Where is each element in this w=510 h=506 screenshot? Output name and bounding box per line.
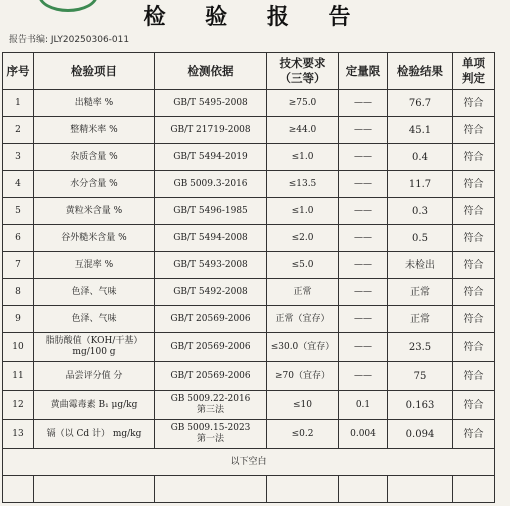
blank-note-row: [3, 449, 495, 476]
row-number: 6: [3, 225, 34, 252]
column-header: 技术要求 （三等）: [267, 53, 339, 90]
test-item: 黄曲霉毒素 B₁ μg/kg: [34, 391, 155, 420]
requirement: 正常（宜存）: [267, 306, 339, 333]
test-item: 黄粒米含量 %: [34, 198, 155, 225]
quantitation-limit: ——: [339, 90, 388, 117]
test-result: 0.094: [388, 420, 453, 449]
test-item: 互混率 %: [34, 252, 155, 279]
test-basis: GB/T 5496-1985: [155, 198, 267, 225]
row-number: 11: [3, 362, 34, 391]
row-number: 8: [3, 279, 34, 306]
test-basis: GB 5009.22-2016 第三法: [155, 391, 267, 420]
verdict: 符合: [453, 391, 495, 420]
test-item: 出糙率 %: [34, 90, 155, 117]
test-result: 正常: [388, 279, 453, 306]
verdict: 符合: [453, 279, 495, 306]
test-item: 杂质含量 %: [34, 144, 155, 171]
requirement: ≤10: [267, 391, 339, 420]
test-result: 正常: [388, 306, 453, 333]
quantitation-limit: ——: [339, 279, 388, 306]
empty-row: [3, 476, 495, 503]
quantitation-limit: ——: [339, 198, 388, 225]
empty-cell: [3, 476, 34, 503]
empty-cell: [155, 476, 267, 503]
quantitation-limit: ——: [339, 117, 388, 144]
requirement: ≥44.0: [267, 117, 339, 144]
test-basis: GB/T 5494-2019: [155, 144, 267, 171]
table-row: [3, 198, 495, 225]
verdict: 符合: [453, 90, 495, 117]
test-basis: GB/T 5493-2008: [155, 252, 267, 279]
test-item: 谷外糙米含量 %: [34, 225, 155, 252]
report-number: 报告书编: JLY20250306-011: [9, 35, 130, 45]
row-number: 4: [3, 171, 34, 198]
row-number: 9: [3, 306, 34, 333]
test-item: 色泽、气味: [34, 306, 155, 333]
empty-cell: [34, 476, 155, 503]
table-row: [3, 117, 495, 144]
test-result: 11.7: [388, 171, 453, 198]
requirement: ≥75.0: [267, 90, 339, 117]
row-number: 1: [3, 90, 34, 117]
requirement: ≥70（宜存）: [267, 362, 339, 391]
verdict: 符合: [453, 252, 495, 279]
quantitation-limit: ——: [339, 306, 388, 333]
empty-cell: [453, 476, 495, 503]
verdict: 符合: [453, 198, 495, 225]
empty-cell: [267, 476, 339, 503]
test-basis: GB/T 20569-2006: [155, 362, 267, 391]
test-result: 0.163: [388, 391, 453, 420]
test-item: 镉（以 Cd 计） mg/kg: [34, 420, 155, 449]
quantitation-limit: ——: [339, 252, 388, 279]
test-result: 45.1: [388, 117, 453, 144]
quantitation-limit: ——: [339, 362, 388, 391]
quantitation-limit: ——: [339, 144, 388, 171]
test-basis: GB/T 5495-2008: [155, 90, 267, 117]
verdict: 符合: [453, 306, 495, 333]
empty-cell: [388, 476, 453, 503]
table-row: [3, 333, 495, 362]
report-title: 检 验 报 告: [143, 5, 367, 30]
column-header: 单项 判定: [453, 53, 495, 90]
row-number: 13: [3, 420, 34, 449]
table-header-row: [3, 53, 495, 90]
table-row: [3, 90, 495, 117]
test-item: 水分含量 %: [34, 171, 155, 198]
verdict: 符合: [453, 362, 495, 391]
requirement: ≤5.0: [267, 252, 339, 279]
row-number: 10: [3, 333, 34, 362]
test-basis: GB 5009.3-2016: [155, 171, 267, 198]
test-result: 0.4: [388, 144, 453, 171]
verdict: 符合: [453, 420, 495, 449]
table-row: [3, 252, 495, 279]
table-row: [3, 144, 495, 171]
requirement: ≤0.2: [267, 420, 339, 449]
row-number: 7: [3, 252, 34, 279]
column-header: 定量限: [339, 53, 388, 90]
column-header: 检验结果: [388, 53, 453, 90]
table-row: [3, 225, 495, 252]
quantitation-limit: 0.1: [339, 391, 388, 420]
table-row: [3, 306, 495, 333]
inspection-table: [2, 52, 495, 503]
empty-cell: [339, 476, 388, 503]
quantitation-limit: ——: [339, 333, 388, 362]
test-basis: GB/T 5492-2008: [155, 279, 267, 306]
requirement: 正常: [267, 279, 339, 306]
column-header: 检测依据: [155, 53, 267, 90]
row-number: 2: [3, 117, 34, 144]
column-header: 检验项目: [34, 53, 155, 90]
test-item: 品尝评分值 分: [34, 362, 155, 391]
requirement: ≤30.0（宜存）: [267, 333, 339, 362]
test-item: 整精米率 %: [34, 117, 155, 144]
requirement: ≤13.5: [267, 171, 339, 198]
table-row: [3, 420, 495, 449]
quantitation-limit: ——: [339, 171, 388, 198]
verdict: 符合: [453, 171, 495, 198]
table-row: [3, 279, 495, 306]
requirement: ≤1.0: [267, 144, 339, 171]
verdict: 符合: [453, 144, 495, 171]
verdict: 符合: [453, 225, 495, 252]
test-result: 0.5: [388, 225, 453, 252]
requirement: ≤2.0: [267, 225, 339, 252]
test-basis: GB/T 20569-2006: [155, 333, 267, 362]
test-basis: GB 5009.15-2023 第一法: [155, 420, 267, 449]
test-result: 未检出: [388, 252, 453, 279]
test-result: 75: [388, 362, 453, 391]
table-row: [3, 391, 495, 420]
verdict: 符合: [453, 117, 495, 144]
table-row: [3, 171, 495, 198]
test-item: 色泽、气味: [34, 279, 155, 306]
test-basis: GB/T 21719-2008: [155, 117, 267, 144]
test-basis: GB/T 20569-2006: [155, 306, 267, 333]
quantitation-limit: 0.004: [339, 420, 388, 449]
column-header: 序号: [3, 53, 34, 90]
blank-note: 以下空白: [3, 449, 495, 476]
test-item: 脂肪酸值（KOH/干基） mg/100 g: [34, 333, 155, 362]
test-result: 23.5: [388, 333, 453, 362]
row-number: 3: [3, 144, 34, 171]
requirement: ≤1.0: [267, 198, 339, 225]
test-basis: GB/T 5494-2008: [155, 225, 267, 252]
quantitation-limit: ——: [339, 225, 388, 252]
row-number: 5: [3, 198, 34, 225]
verdict: 符合: [453, 333, 495, 362]
row-number: 12: [3, 391, 34, 420]
test-result: 76.7: [388, 90, 453, 117]
test-result: 0.3: [388, 198, 453, 225]
table-row: [3, 362, 495, 391]
